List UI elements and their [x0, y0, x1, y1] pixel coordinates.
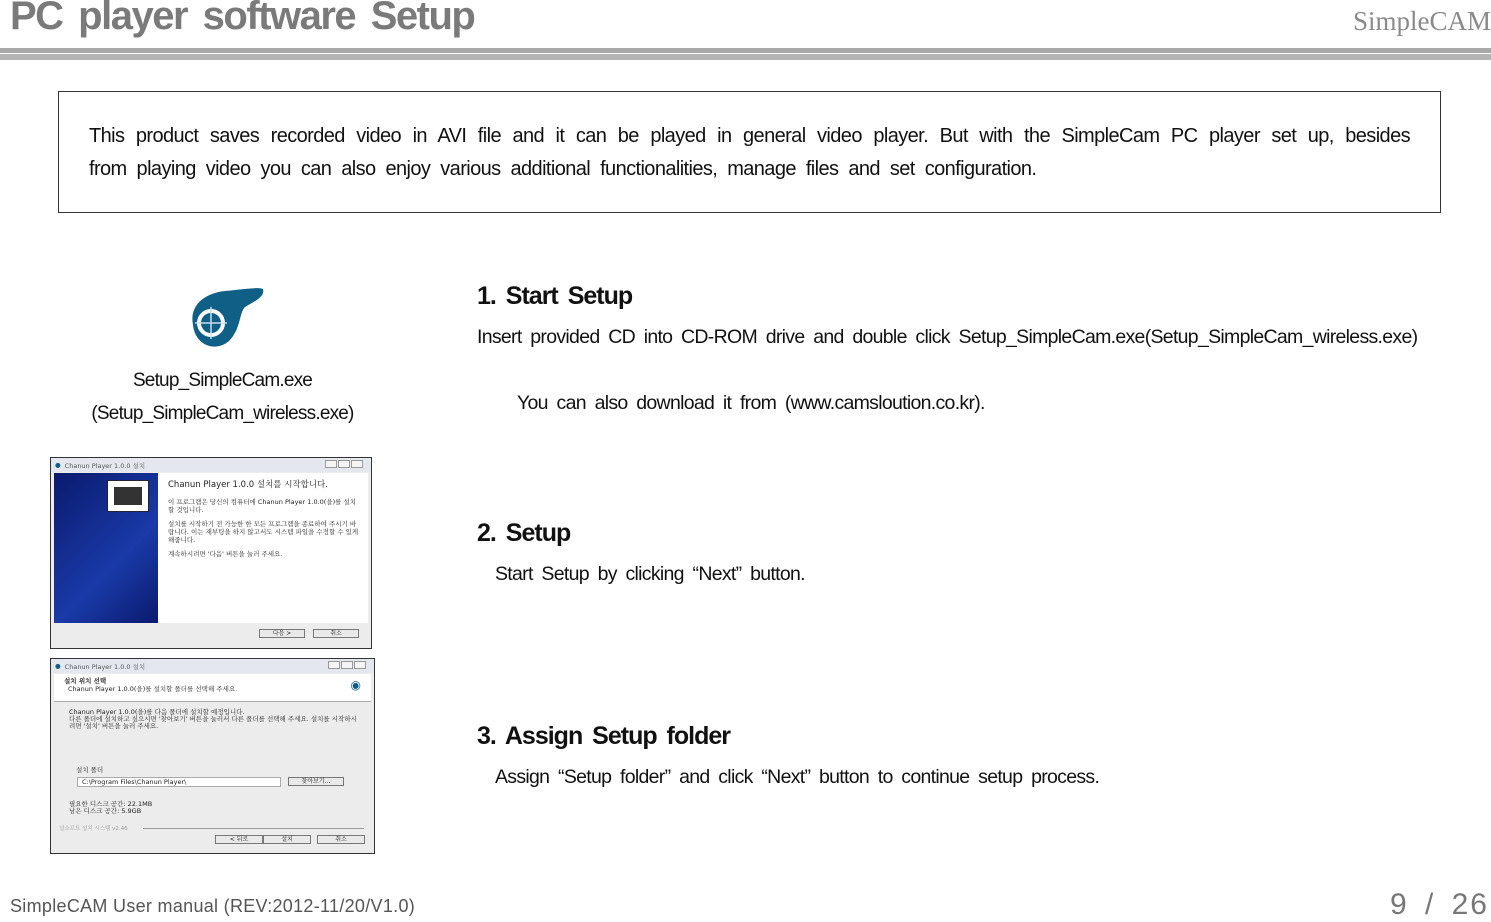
- page-number: 9 / 26: [1389, 888, 1489, 921]
- folder-path-field: C:\Program Files\Chanun Player\: [77, 777, 281, 787]
- window-controls: [325, 460, 363, 468]
- next-button: 다음 >: [259, 629, 305, 638]
- free-space: 남은 디스크 공간: 5.9GB: [69, 807, 142, 815]
- installer-folder-screenshot: [50, 658, 375, 854]
- step-2-text: Start Setup by clicking “Next” button.: [495, 563, 805, 585]
- cancel-button: 취소: [317, 835, 365, 844]
- step-3-title: 3. Assign Setup folder: [477, 722, 731, 750]
- icon-caption-wireless: (Setup_SimpleCam_wireless.exe): [91, 403, 354, 424]
- window-title: Chanun Player 1.0.0 설치: [64, 461, 146, 470]
- step-2-title: 2. Setup: [477, 519, 571, 547]
- nsis-label: 널소프트 설치 시스템 v2.46: [59, 826, 128, 832]
- intro-box: This product saves recorded video in AVI file and it can be played in general video player. But with the SimpleCam PC player set up, besides from playing video you can also enjoy various additional functionalities, manage files and set configuration.: [58, 91, 1441, 213]
- welcome-text: 설치를 시작하기 전 가능한 한 모든 프로그램을 종료하여 주시기 바랍니다. 이는 재부팅을 하지 않고서도 시스템 파일을 수정할 수 있게 해줍니다.: [168, 520, 359, 544]
- icon-caption: Setup_SimpleCam.exe: [132, 370, 313, 391]
- page-heading: 설치 위치 선택: [64, 677, 107, 685]
- app-icon: ●: [55, 461, 61, 469]
- welcome-text: 이 프로그램은 당신의 컴퓨터에 Chanun Player 1.0.0(을)를 설치할 것입니다.: [168, 498, 357, 514]
- cancel-button: 취소: [313, 629, 359, 638]
- header-divider: [0, 48, 1491, 53]
- brand-name: SimpleCAM: [1352, 6, 1491, 36]
- folder-label: 설치 폴더: [76, 766, 104, 774]
- installer-welcome-screenshot: [50, 457, 372, 649]
- header-divider-lower: [0, 54, 1491, 60]
- browse-button: 찾아보기...: [288, 777, 344, 786]
- step-1-note: You can also download it from (www.camsloution.co.kr).: [517, 392, 985, 414]
- page-title: PC player software Setup: [10, 0, 475, 38]
- welcome-heading: Chanun Player 1.0.0 설치를 시작합니다.: [168, 480, 328, 490]
- footer-text: SimpleCAM User manual (REV:2012-11/20/V1.0): [10, 896, 416, 916]
- step-1-text: Insert provided CD into CD-ROM drive and double click Setup_SimpleCam.exe(Setup_SimpleCam_wireless.exe): [477, 326, 1418, 348]
- app-icon: ●: [55, 662, 61, 670]
- info-text: Chanun Player 1.0.0(을)를 다음 폴더에 설치할 예정입니다.: [69, 708, 245, 716]
- install-button: 설치: [263, 835, 311, 844]
- welcome-text: 계속하시려면 '다음' 버튼을 눌러 주세요.: [168, 550, 283, 558]
- back-button: < 뒤로: [215, 835, 263, 844]
- window-controls: [328, 661, 366, 669]
- step-3-text: Assign “Setup folder” and click “Next” button to continue setup process.: [495, 766, 1100, 788]
- window-title: Chanun Player 1.0.0 설치: [64, 662, 146, 671]
- info-text: 다른 폴더에 설치하고 싶으시면 '찾아보기' 버튼을 눌러서 다른 폴더를 선택해 주세요. 설치를 시작하시려면 '설치' 버튼을 눌러 주세요.: [69, 715, 357, 730]
- required-space: 필요한 디스크 공간: 22.1MB: [69, 800, 153, 808]
- welcome-banner: [54, 473, 158, 623]
- simplecam-setup-icon: [185, 285, 265, 356]
- step-1-title: 1. Start Setup: [477, 282, 633, 310]
- page-subheading: Chanun Player 1.0.0(을)를 설치할 폴더를 선택해 주세요.: [68, 685, 238, 693]
- app-logo-icon: ◉: [350, 678, 361, 692]
